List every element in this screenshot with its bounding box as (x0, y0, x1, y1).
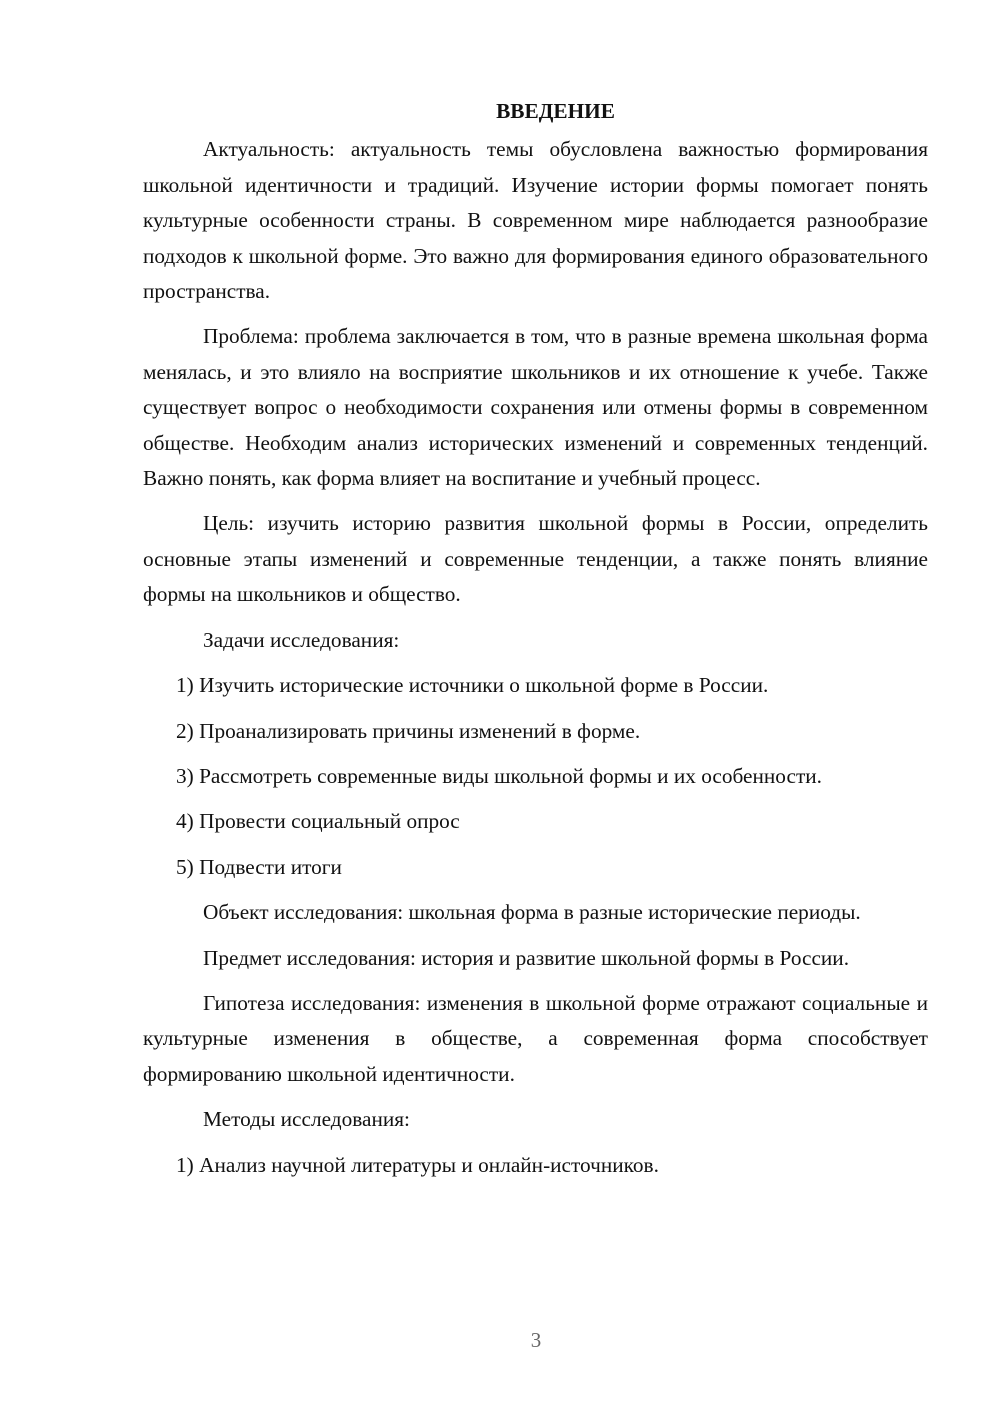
task-item-4: 4) Провести социальный опрос (176, 809, 460, 834)
problem-paragraph: Проблема: проблема заключается в том, что в разные времена школьная форма менялась, и это влияло на восприятие школьников и их отношение к учебе. Также существует вопрос о необходимости сохранения или отмены формы в современном обществе. Необходим анализ исторических изменений и современных тенденций. Важно понять, как форма влияет на воспитание и учебный процесс. (143, 324, 928, 491)
page-number: 3 (530, 1328, 542, 1352)
method-item-1: 1) Анализ научной литературы и онлайн-источников. (176, 1152, 659, 1177)
hypothesis-paragraph: Гипотеза исследования: изменения в школьной форме отражают социальные и культурные изменения в обществе, а современная форма способствует формированию школьной идентичности. (143, 990, 928, 1086)
page-content (143, 94, 928, 1183)
object-paragraph: Объект исследования: школьная форма в разные исторические периоды. (203, 900, 861, 925)
tasks-heading: Задачи исследования: (203, 627, 400, 652)
task-item-2: 2) Проанализировать причины изменений в форме. (176, 718, 641, 743)
methods-heading: Методы исследования: (203, 1107, 410, 1132)
section-title: ВВЕДЕНИЕ (496, 99, 615, 123)
goal-paragraph: Цель: изучить историю развития школьной формы в России, определить основные этапы изменений и современные тенденции, а также понять влияние формы на школьников и общество. (143, 511, 928, 607)
relevance-paragraph: Актуальность: актуальность темы обусловлена важностью формирования школьной идентичности и традиций. Изучение истории формы помогает понять культурные особенности страны. В современном мире наблюдается разнообразие подходов к школьной форме. Это важно для формирования единого образовательного пространства. (143, 137, 928, 304)
task-item-5: 5) Подвести итоги (176, 854, 342, 879)
task-item-1: 1) Изучить исторические источники о школьной форме в России. (176, 673, 769, 698)
task-item-3: 3) Рассмотреть современные виды школьной формы и их особенности. (176, 763, 822, 788)
subject-paragraph: Предмет исследования: история и развитие школьной формы в России. (203, 945, 850, 970)
